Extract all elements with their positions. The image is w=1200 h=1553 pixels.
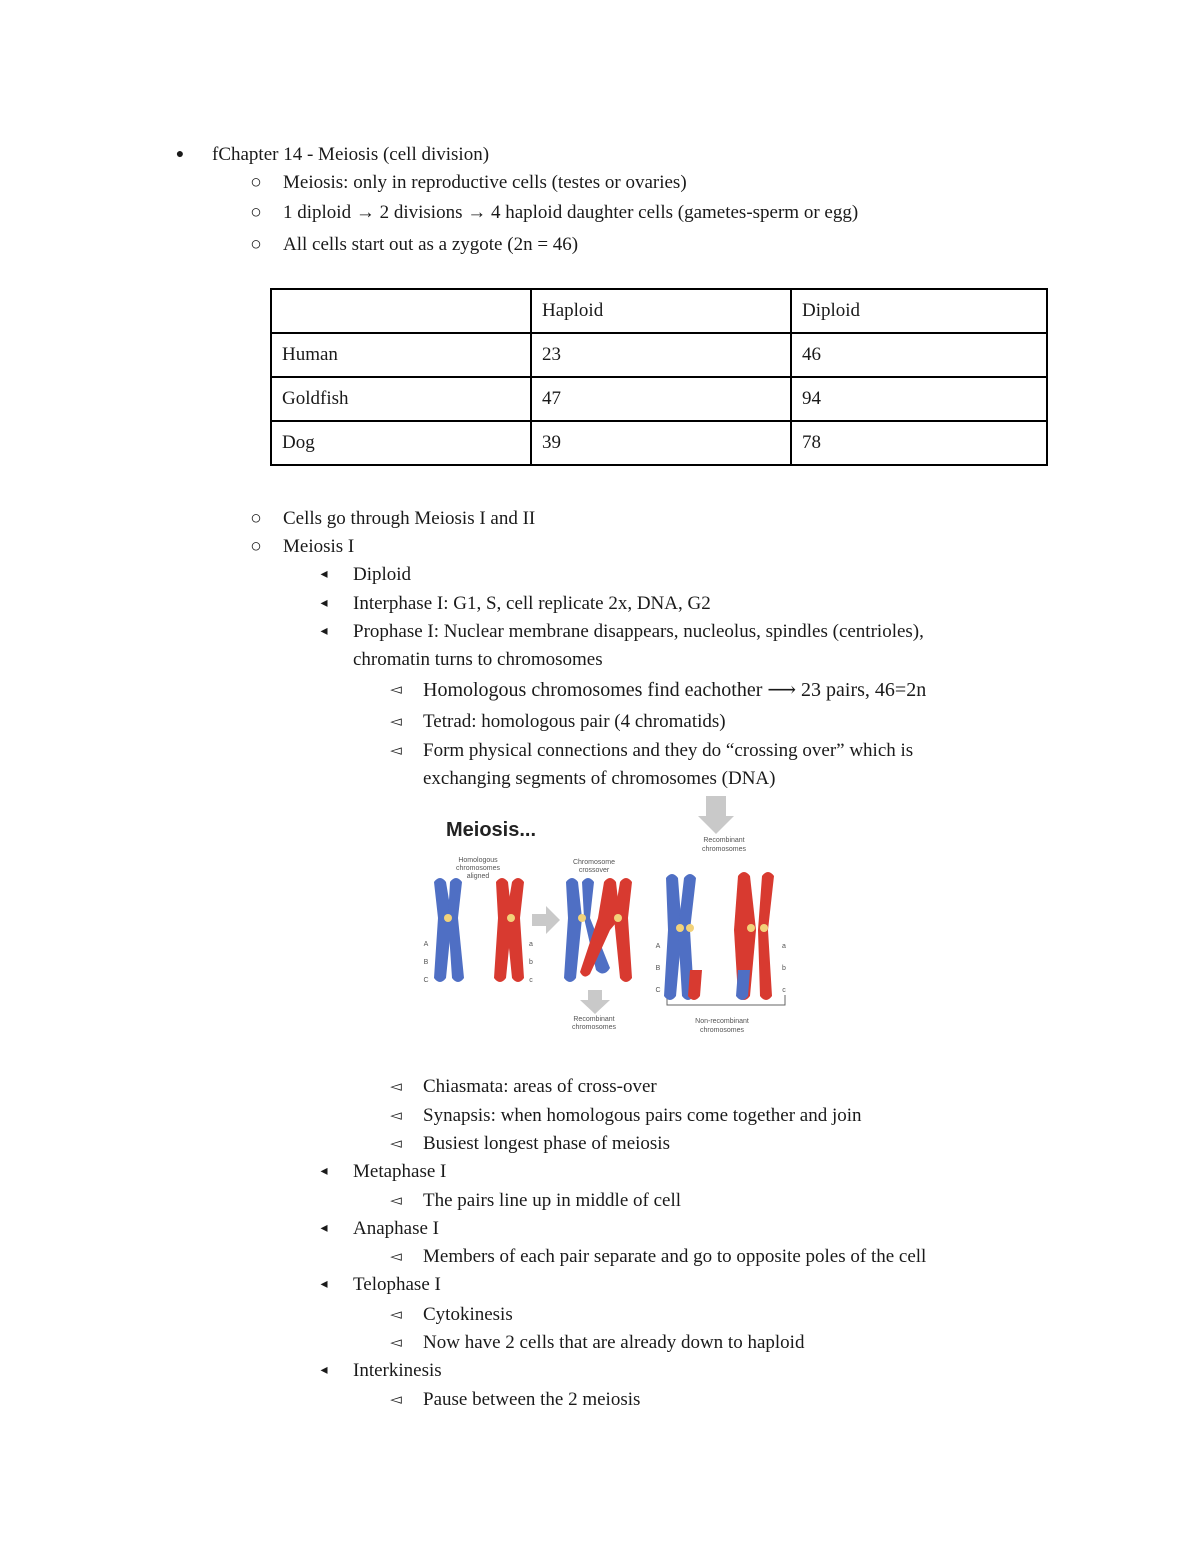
bullet-outline-triangle-icon: ◅	[390, 1136, 402, 1152]
bullet-outline-triangle-icon: ◅	[390, 1249, 402, 1265]
figure-label: chromosomes	[702, 846, 746, 853]
bullet-outline-triangle-icon: ◅	[390, 714, 402, 730]
list-item: Chiasmata: areas of cross-over	[423, 1076, 657, 1097]
table-cell: 23	[531, 333, 791, 377]
figure-label: Recombinant	[703, 837, 745, 844]
list-item: Telophase I	[353, 1274, 441, 1295]
allele-label: a	[529, 941, 533, 948]
bullet-circle-icon: ○	[250, 172, 262, 193]
bullet-outline-triangle-icon: ◅	[390, 1307, 402, 1323]
list-item: The pairs line up in middle of cell	[423, 1190, 682, 1211]
bullet-outline-triangle-icon: ◅	[390, 1079, 402, 1095]
bullet-triangle-icon: ◂	[320, 1164, 328, 1179]
chromosome-crossover	[564, 878, 632, 982]
list-item: Pause between the 2 meiosis	[423, 1389, 641, 1410]
arrow-down-icon	[698, 796, 734, 834]
list-item: Anaphase I	[353, 1218, 439, 1239]
list-item: Synapsis: when homologous pairs come together and join	[423, 1105, 862, 1126]
bullet-circle-icon: ○	[250, 202, 262, 223]
bullet-outline-triangle-icon: ◅	[390, 743, 402, 759]
allele-label: B	[655, 965, 661, 972]
table-cell: Diploid	[791, 289, 1047, 333]
allele-label: a	[782, 943, 786, 950]
list-item: Meiosis I	[283, 536, 355, 557]
chromosome-blue	[434, 878, 464, 982]
list-item: All cells start out as a zygote (2n = 46)	[283, 234, 579, 255]
allele-label: C	[655, 987, 661, 994]
table-cell: 94	[791, 377, 1047, 421]
bullet-triangle-icon: ◂	[320, 1221, 328, 1236]
table-cell	[271, 289, 531, 333]
list-item: Meiosis: only in reproductive cells (testes or ovaries)	[283, 172, 687, 193]
bullet-outline-triangle-icon: ◅	[390, 1392, 402, 1408]
arrow-down-icon	[580, 990, 610, 1014]
bullet-dot-icon: ●	[175, 147, 185, 162]
list-item: Diploid	[353, 564, 412, 585]
table-cell: Goldfish	[271, 377, 531, 421]
allele-label: A	[655, 943, 661, 950]
bullet-triangle-icon: ◂	[320, 1363, 328, 1378]
figure-label: crossover	[578, 867, 610, 874]
chapter-heading: fChapter 14 - Meiosis (cell division)	[212, 144, 490, 165]
figure-label: aligned	[466, 873, 490, 880]
table-row	[271, 333, 1047, 377]
figure-label: Homologous	[458, 857, 498, 864]
list-item: Tetrad: homologous pair (4 chromatids)	[423, 711, 726, 732]
list-item: Interkinesis	[353, 1360, 442, 1381]
list-item-continuation: exchanging segments of chromosomes (DNA)	[423, 768, 776, 789]
figure-label: chromosomes	[700, 1027, 744, 1034]
table-row	[271, 289, 1047, 333]
arrow-right-icon	[532, 906, 560, 934]
allele-label: b	[782, 965, 786, 972]
bullet-triangle-icon: ◂	[320, 624, 328, 639]
list-item: Metaphase I	[353, 1161, 447, 1182]
figure-title: Meiosis...	[446, 819, 537, 841]
allele-label: c	[782, 987, 786, 994]
table-cell: 39	[531, 421, 791, 465]
meiosis-crossover-figure	[414, 790, 796, 1040]
chromosome-recombinant-red	[734, 872, 774, 1000]
list-item: Busiest longest phase of meiosis	[423, 1133, 670, 1154]
chromosome-red	[494, 878, 524, 982]
allele-label: b	[529, 959, 533, 966]
list-item: Cells go through Meiosis I and II	[283, 508, 536, 529]
list-item: Homologous chromosomes find eachother ⟶ 23 pairs, 46=2n	[423, 679, 927, 701]
list-item: 1 diploid → 2 divisions → 4 haploid daughter cells (gametes-sperm or egg)	[283, 202, 859, 223]
bullet-outline-triangle-icon: ◅	[390, 1108, 402, 1124]
table-cell: Haploid	[531, 289, 791, 333]
bullet-outline-triangle-icon: ◅	[390, 1193, 402, 1209]
list-item: Form physical connections and they do “crossing over” which is	[423, 740, 914, 761]
table-cell: Dog	[271, 421, 531, 465]
list-item: Cytokinesis	[423, 1304, 513, 1325]
list-item: Interphase I: G1, S, cell replicate 2x, DNA, G2	[353, 593, 711, 614]
list-item: Members of each pair separate and go to opposite poles of the cell	[423, 1246, 927, 1267]
list-item: Prophase I: Nuclear membrane disappears, nucleolus, spindles (centrioles),	[353, 621, 924, 642]
figure-label: Chromosome	[572, 859, 616, 866]
bullet-circle-icon: ○	[250, 508, 262, 529]
allele-label: C	[423, 977, 429, 984]
table-row	[271, 377, 1047, 421]
bullet-circle-icon: ○	[250, 536, 262, 557]
allele-label: c	[529, 977, 533, 984]
figure-label: chromosomes	[456, 865, 500, 872]
table-cell: Human	[271, 333, 531, 377]
bullet-triangle-icon: ◂	[320, 596, 328, 611]
bullet-circle-icon: ○	[250, 234, 262, 255]
figure-label: Non-recombinant	[695, 1018, 749, 1025]
figure-label: chromosomes	[572, 1024, 616, 1031]
figure-label: Recombinant	[573, 1016, 615, 1023]
chromosome-recombinant-blue	[664, 874, 702, 1000]
allele-label: B	[423, 959, 429, 966]
table-cell: 47	[531, 377, 791, 421]
bullet-outline-triangle-icon: ◅	[390, 682, 402, 698]
allele-label: A	[423, 941, 429, 948]
table-cell: 78	[791, 421, 1047, 465]
table-row	[271, 421, 1047, 465]
list-item: Now have 2 cells that are already down to haploid	[423, 1332, 805, 1353]
ploidy-table	[270, 288, 1048, 466]
list-item-continuation: chromatin turns to chromosomes	[353, 649, 603, 670]
table-cell: 46	[791, 333, 1047, 377]
bullet-outline-triangle-icon: ◅	[390, 1335, 402, 1351]
bullet-triangle-icon: ◂	[320, 1277, 328, 1292]
bullet-triangle-icon: ◂	[320, 567, 328, 582]
